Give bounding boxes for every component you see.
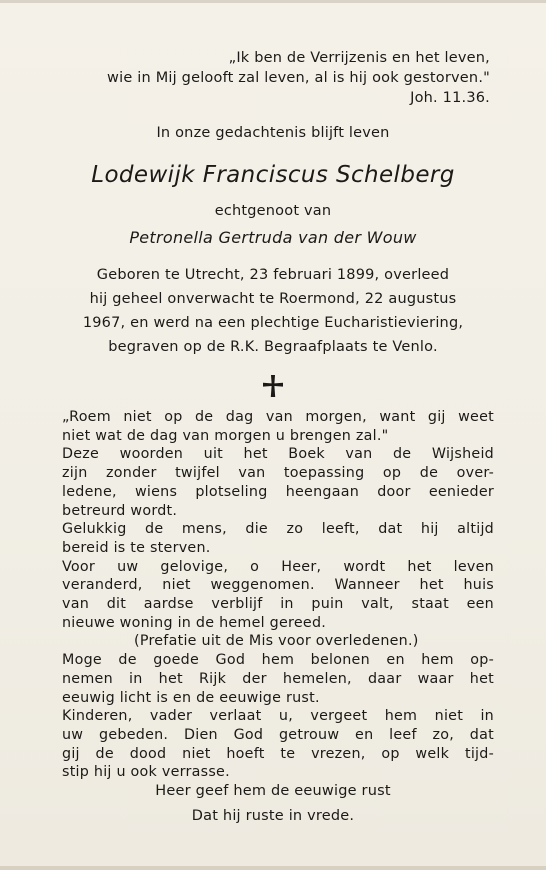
- cross-icon: [259, 372, 287, 400]
- meditation-line: Deze woorden uit het Boek van de Wijsheid: [62, 446, 494, 463]
- meditation-source: (Prefatie uit de Mis voor overledenen.): [134, 633, 419, 650]
- spouse-name: Petronella Gertruda van der Wouw: [129, 228, 417, 247]
- verse-reference: Joh. 11.36.: [410, 90, 490, 106]
- meditation-line: ledene, wiens plotseling heengaan door eenieder: [62, 483, 494, 500]
- meditation-line: nieuwe woning in de hemel gereed.: [62, 614, 327, 631]
- meditation-line: bereid is te sterven.: [62, 539, 211, 556]
- meditation-line: veranderd, niet weggenomen. Wanneer het huis: [62, 577, 494, 594]
- meditation-line: Kinderen, vader verlaat u, vergeet hem niet in: [62, 708, 494, 725]
- card-top-edge: [0, 0, 546, 3]
- relation-label: echtgenoot van: [214, 203, 332, 219]
- meditation-line: uw gebeden. Dien God getrouw en leef zo, dat: [62, 726, 494, 743]
- card-bottom-edge: [0, 866, 546, 870]
- meditation-line: Gelukkig de mens, die zo leeft, dat hij altijd: [62, 521, 494, 538]
- verse-line-1: „Ik ben de Verrijzenis en het leven,: [228, 50, 490, 66]
- biography-line-4: begraven op de R.K. Begraafplaats te Venlo.: [108, 339, 438, 355]
- meditation-line: gij de dood niet hoeft te vrezen, op welk tijd-: [62, 745, 494, 762]
- biography-line-2: hij geheel onverwacht te Roermond, 22 augustus: [89, 291, 457, 307]
- meditation-line: betreurd wordt.: [62, 502, 178, 519]
- meditation-line: nemen in het Rijk der hemelen, daar waar het: [62, 670, 494, 687]
- closing-prayer-line-2: Dat hij ruste in vrede.: [191, 808, 355, 824]
- meditation-line: Moge de goede God hem belonen en hem op-: [62, 652, 494, 669]
- biography-line-1: Geboren te Utrecht, 23 februari 1899, overleed: [96, 267, 450, 283]
- memorial-intro: In onze gedachtenis blijft leven: [156, 125, 390, 141]
- meditation-line: Voor uw gelovige, o Heer, wordt het leven: [62, 558, 494, 575]
- meditation-line: van dit aardse verblijf in puin valt, staat een: [62, 596, 494, 613]
- closing-prayer-line-1: Heer geef hem de eeuwige rust: [155, 783, 391, 799]
- meditation-line: „Roem niet op de dag van morgen, want gij weet: [62, 409, 494, 425]
- meditation-line: zijn zonder twijfel van toepassing op de over-: [62, 465, 494, 482]
- meditation-line: stip hij u ook verrasse.: [62, 764, 230, 781]
- biography-line-3: 1967, en werd na een plechtige Eucharistieviering,: [82, 315, 464, 331]
- deceased-name: Lodewijk Franciscus Schelberg: [91, 162, 455, 188]
- meditation-line: eeuwig licht is en de eeuwige rust.: [62, 689, 320, 706]
- meditation-line: niet wat de dag van morgen u brengen zal.": [62, 427, 389, 444]
- meditation-text: [62, 408, 494, 782]
- verse-line-2: wie in Mij gelooft zal leven, al is hij ook gestorven.": [107, 70, 490, 86]
